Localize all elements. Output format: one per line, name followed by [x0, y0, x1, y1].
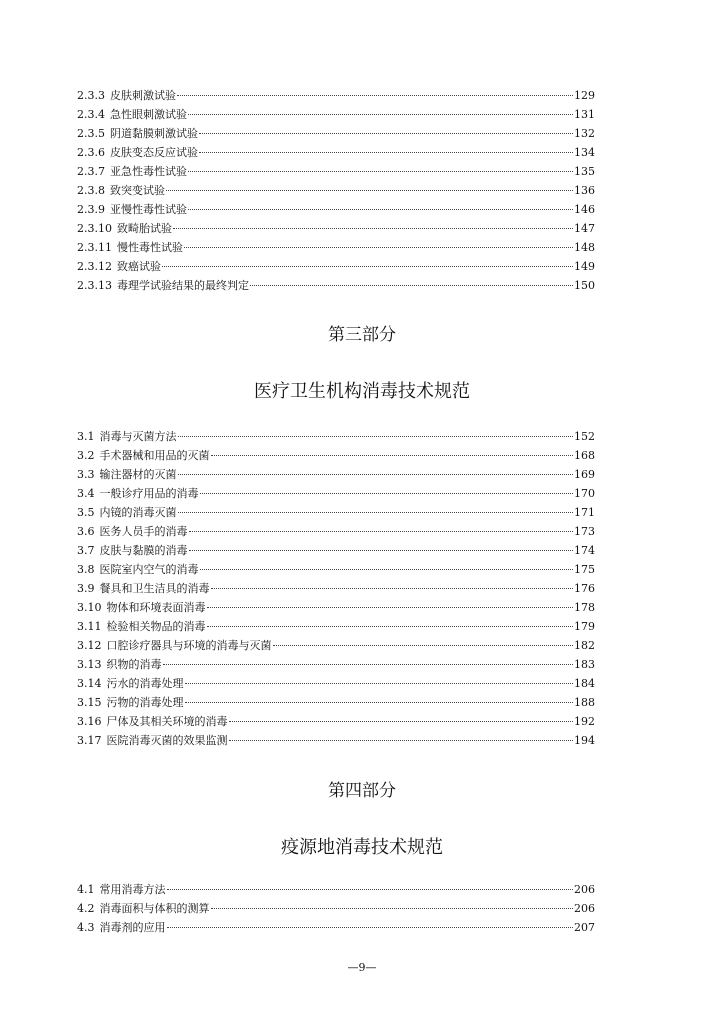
toc-entry-page: 182: [574, 639, 595, 652]
toc-leader-dots: [167, 927, 574, 928]
toc-entry: [77, 918, 595, 937]
toc-entry-page: 176: [574, 582, 595, 595]
toc-entry-title: 皮肤刺激试验: [110, 89, 176, 102]
toc-entry-number: 3.13: [77, 658, 102, 671]
toc-entry-page: 179: [574, 620, 595, 633]
toc-entry: [77, 503, 595, 522]
toc-entry-number: 4.3: [77, 921, 95, 934]
toc-entry-number: 2.3.12: [77, 260, 112, 273]
toc-entry-page: 175: [574, 563, 595, 576]
toc-entry-title: 阴道黏膜刺激试验: [110, 127, 198, 140]
toc-entry-page: 132: [574, 127, 595, 140]
toc-leader-dots: [173, 228, 573, 229]
toc-entry-page: 170: [574, 487, 595, 500]
toc-entry-title: 输注器材的灭菌: [99, 468, 177, 481]
toc-leader-dots: [188, 114, 573, 115]
toc-leader-dots: [207, 607, 574, 608]
toc-entry: [77, 560, 595, 579]
toc-leader-dots: [178, 512, 574, 513]
toc-entry-title: 亚急性毒性试验: [110, 165, 187, 178]
toc-entry: [77, 181, 595, 200]
toc-entry: [77, 899, 595, 918]
part-three-title: 医疗卫生机构消毒技术规范: [254, 381, 470, 402]
toc-leader-dots: [250, 285, 573, 286]
toc-entry-page: 134: [574, 146, 595, 159]
toc-entry-number: 3.12: [77, 639, 102, 652]
toc-entry-page: 148: [574, 241, 595, 254]
toc-entry: [77, 731, 595, 750]
part-three-label: 第三部分: [328, 325, 396, 345]
toc-entry-number: 2.3.10: [77, 222, 112, 235]
toc-entry: [77, 143, 595, 162]
toc-entry-page: 135: [574, 165, 595, 178]
toc-entry-page: 206: [574, 902, 595, 915]
toc-entry-page: 206: [574, 883, 595, 896]
toc-entry: [77, 674, 595, 693]
toc-entry-page: 173: [574, 525, 595, 538]
toc-entry-page: 184: [574, 677, 595, 690]
toc-entry-page: 129: [574, 89, 595, 102]
toc-entry-page: 194: [574, 734, 595, 747]
toc-entry: [77, 124, 595, 143]
toc-leader-dots: [199, 152, 573, 153]
toc-entry-page: 174: [574, 544, 595, 557]
toc-leader-dots: [163, 664, 574, 665]
toc-entry-page: 150: [574, 279, 595, 292]
toc-leader-dots: [185, 702, 574, 703]
toc-entry-title: 致突变试验: [110, 184, 165, 197]
toc-leader-dots: [211, 588, 574, 589]
toc-entry-page: 146: [574, 203, 595, 216]
toc-entry: [77, 617, 595, 636]
toc-entry-number: 3.11: [77, 620, 102, 633]
toc-entry-page: 147: [574, 222, 595, 235]
toc-entry: [77, 276, 595, 295]
toc-entry: [77, 427, 595, 446]
toc-entry-title: 毒理学试验结果的最终判定: [117, 279, 249, 292]
toc-leader-dots: [199, 133, 573, 134]
toc-entry-number: 4.1: [77, 883, 95, 896]
toc-entry: [77, 446, 595, 465]
toc-entry: [77, 86, 595, 105]
toc-entry-page: 149: [574, 260, 595, 273]
toc-leader-dots: [188, 209, 573, 210]
toc-leader-dots: [184, 247, 573, 248]
part-four-title: 疫源地消毒技术规范: [281, 837, 443, 858]
toc-entry-page: 168: [574, 449, 595, 462]
toc-entry-title: 亚慢性毒性试验: [110, 203, 187, 216]
toc-entry-number: 3.5: [77, 506, 95, 519]
toc-entry-title: 织物的消毒: [106, 658, 162, 671]
toc-entry-title: 医院消毒灭菌的效果监测: [106, 734, 228, 747]
toc-entry-title: 手术器械和用品的灭菌: [99, 449, 210, 462]
toc-leader-dots: [200, 569, 574, 570]
toc-leader-dots: [273, 645, 574, 646]
toc-leader-dots: [189, 550, 574, 551]
toc-entry-title: 餐具和卫生洁具的消毒: [99, 582, 210, 595]
toc-leader-dots: [162, 266, 573, 267]
toc-leader-dots: [229, 721, 574, 722]
toc-entry: [77, 522, 595, 541]
toc-entry-number: 3.6: [77, 525, 95, 538]
toc-entry-page: 192: [574, 715, 595, 728]
toc-entry: [77, 880, 595, 899]
toc-entry-number: 3.4: [77, 487, 95, 500]
toc-block-4: [77, 880, 595, 937]
toc-entry-page: 152: [574, 430, 595, 443]
toc-entry-number: 3.7: [77, 544, 95, 557]
toc-leader-dots: [207, 626, 574, 627]
toc-entry-number: 2.3.5: [77, 127, 105, 140]
page-number: —9—: [347, 961, 377, 974]
toc-entry-number: 2.3.3: [77, 89, 105, 102]
toc-entry-title: 皮肤与黏膜的消毒: [99, 544, 188, 557]
toc-entry-page: 178: [574, 601, 595, 614]
toc-entry-number: 3.10: [77, 601, 102, 614]
toc-entry-title: 皮肤变态反应试验: [110, 146, 198, 159]
toc-leader-dots: [189, 531, 574, 532]
toc-entry-number: 3.8: [77, 563, 95, 576]
toc-leader-dots: [211, 908, 574, 909]
toc-leader-dots: [178, 474, 574, 475]
toc-entry: [77, 693, 595, 712]
toc-entry: [77, 598, 595, 617]
toc-entry-number: 3.16: [77, 715, 102, 728]
toc-entry-page: 207: [574, 921, 595, 934]
toc-entry-title: 内镜的消毒灭菌: [99, 506, 177, 519]
part-four-label: 第四部分: [328, 781, 396, 801]
toc-entry: [77, 484, 595, 503]
toc-leader-dots: [167, 889, 574, 890]
toc-entry-number: 3.15: [77, 696, 102, 709]
toc-entry-page: 169: [574, 468, 595, 481]
toc-entry: [77, 257, 595, 276]
toc-leader-dots: [185, 683, 574, 684]
toc-entry: [77, 465, 595, 484]
toc-entry-number: 3.3: [77, 468, 95, 481]
toc-leader-dots: [229, 740, 574, 741]
toc-entry-title: 致癌试验: [117, 260, 161, 273]
toc-entry-title: 口腔诊疗器具与环境的消毒与灭菌: [106, 639, 272, 652]
toc-leader-dots: [177, 95, 573, 96]
toc-entry-title: 医务人员手的消毒: [99, 525, 188, 538]
toc-block-2-3: [77, 86, 595, 295]
toc-entry-title: 检验相关物品的消毒: [106, 620, 206, 633]
toc-leader-dots: [211, 455, 574, 456]
toc-entry: [77, 541, 595, 560]
toc-leader-dots: [188, 171, 573, 172]
toc-entry-title: 污物的消毒处理: [106, 696, 184, 709]
toc-entry-title: 尸体及其相关环境的消毒: [106, 715, 228, 728]
toc-entry-title: 常用消毒方法: [99, 883, 166, 896]
toc-leader-dots: [178, 436, 574, 437]
toc-entry: [77, 219, 595, 238]
toc-entry-title: 医院室内空气的消毒: [99, 563, 199, 576]
toc-entry-number: 4.2: [77, 902, 95, 915]
toc-entry-page: 171: [574, 506, 595, 519]
toc-entry-page: 188: [574, 696, 595, 709]
toc-block-3: [77, 427, 595, 750]
toc-entry: [77, 105, 595, 124]
toc-entry-number: 2.3.13: [77, 279, 112, 292]
toc-entry-title: 一般诊疗用品的消毒: [99, 487, 199, 500]
toc-entry-number: 3.9: [77, 582, 95, 595]
toc-entry: [77, 636, 595, 655]
toc-entry-page: 131: [574, 108, 595, 121]
toc-entry-title: 消毒剂的应用: [99, 921, 166, 934]
toc-entry-number: 2.3.6: [77, 146, 105, 159]
toc-entry: [77, 579, 595, 598]
toc-entry-number: 2.3.9: [77, 203, 105, 216]
toc-entry-title: 慢性毒性试验: [117, 241, 183, 254]
toc-entry-number: 3.1: [77, 430, 95, 443]
toc-entry-number: 2.3.4: [77, 108, 105, 121]
toc-entry: [77, 712, 595, 731]
toc-entry: [77, 238, 595, 257]
toc-entry: [77, 200, 595, 219]
toc-leader-dots: [166, 190, 573, 191]
toc-entry-number: 2.3.11: [77, 241, 112, 254]
toc-entry-title: 消毒面积与体积的测算: [99, 902, 210, 915]
toc-entry: [77, 162, 595, 181]
toc-entry-title: 急性眼刺激试验: [110, 108, 187, 121]
toc-entry-title: 物体和环境表面消毒: [106, 601, 206, 614]
toc-entry-number: 3.2: [77, 449, 95, 462]
toc-entry-title: 污水的消毒处理: [106, 677, 184, 690]
toc-entry-number: 3.14: [77, 677, 102, 690]
toc-entry: [77, 655, 595, 674]
toc-entry-page: 136: [574, 184, 595, 197]
toc-entry-page: 183: [574, 658, 595, 671]
toc-entry-title: 致畸胎试验: [117, 222, 172, 235]
toc-entry-title: 消毒与灭菌方法: [99, 430, 177, 443]
toc-entry-number: 3.17: [77, 734, 102, 747]
toc-entry-number: 2.3.8: [77, 184, 105, 197]
toc-entry-number: 2.3.7: [77, 165, 105, 178]
toc-leader-dots: [200, 493, 574, 494]
